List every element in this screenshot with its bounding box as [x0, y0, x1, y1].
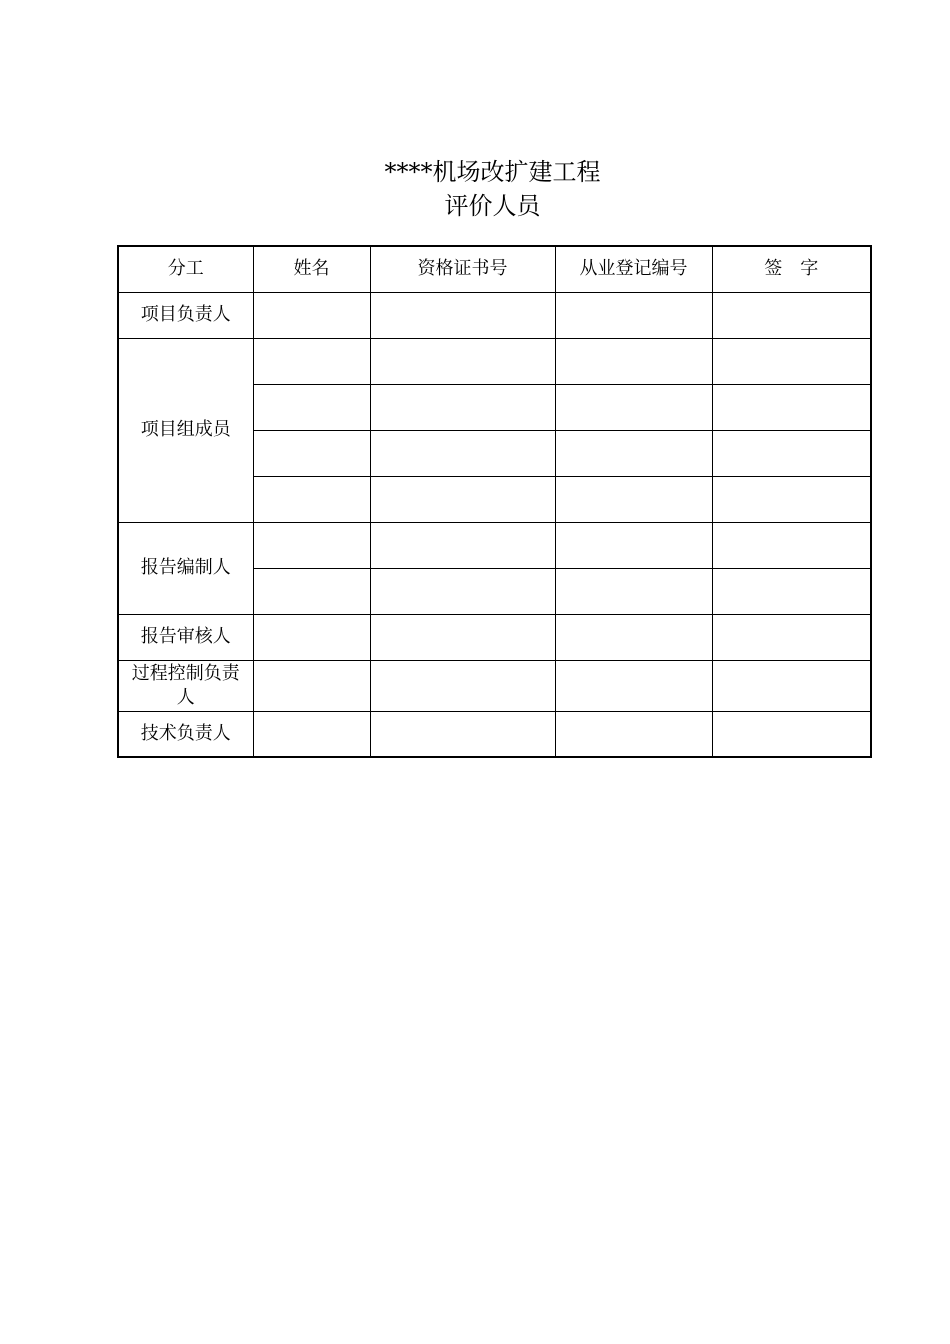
header-signature: 签 字: [712, 246, 871, 292]
name-cell: [253, 660, 370, 711]
document-subtitle: 评价人员: [444, 192, 541, 220]
signature-cell: [712, 522, 871, 568]
signature-cell: [712, 384, 871, 430]
registration-cell: [555, 614, 712, 660]
title-block: [0, 155, 950, 223]
registration-cell: [555, 476, 712, 522]
certificate-cell: [370, 568, 555, 614]
certificate-cell: [370, 660, 555, 711]
role-project-lead: 项目负责人: [118, 292, 253, 338]
header-role: 分工: [118, 246, 253, 292]
role-technical-lead: 技术负责人: [118, 711, 253, 757]
name-cell: [253, 292, 370, 338]
signature-cell: [712, 660, 871, 711]
certificate-cell: [370, 476, 555, 522]
registration-cell: [555, 338, 712, 384]
registration-cell: [555, 711, 712, 757]
name-cell: [253, 338, 370, 384]
registration-cell: [555, 430, 712, 476]
certificate-cell: [370, 338, 555, 384]
header-name: 姓名: [253, 246, 370, 292]
staff-table: [117, 245, 872, 758]
role-project-members: 项目组成员: [118, 338, 253, 522]
table-row: [118, 522, 871, 568]
header-registration: 从业登记编号: [555, 246, 712, 292]
registration-cell: [555, 568, 712, 614]
certificate-cell: [370, 614, 555, 660]
table-row: [118, 614, 871, 660]
certificate-cell: [370, 292, 555, 338]
signature-cell: [712, 430, 871, 476]
registration-cell: [555, 660, 712, 711]
certificate-cell: [370, 711, 555, 757]
signature-cell: [712, 338, 871, 384]
signature-cell: [712, 476, 871, 522]
name-cell: [253, 476, 370, 522]
table-row: [118, 292, 871, 338]
signature-cell: [712, 568, 871, 614]
table-row: [118, 338, 871, 384]
signature-cell: [712, 614, 871, 660]
registration-cell: [555, 384, 712, 430]
name-cell: [253, 568, 370, 614]
table-row: [118, 660, 871, 711]
certificate-cell: [370, 384, 555, 430]
signature-cell: [712, 292, 871, 338]
signature-cell: [712, 711, 871, 757]
header-certificate: 资格证书号: [370, 246, 555, 292]
certificate-cell: [370, 430, 555, 476]
table-row: [118, 711, 871, 757]
registration-cell: [555, 292, 712, 338]
table-header-row: [118, 246, 871, 292]
name-cell: [253, 430, 370, 476]
role-process-control-lead: 过程控制负责人: [118, 660, 253, 711]
certificate-cell: [370, 522, 555, 568]
name-cell: [253, 711, 370, 757]
name-cell: [253, 614, 370, 660]
role-report-author: 报告编制人: [118, 522, 253, 614]
registration-cell: [555, 522, 712, 568]
document-title: ****机场改扩建工程: [384, 158, 601, 186]
name-cell: [253, 522, 370, 568]
name-cell: [253, 384, 370, 430]
role-report-reviewer: 报告审核人: [118, 614, 253, 660]
